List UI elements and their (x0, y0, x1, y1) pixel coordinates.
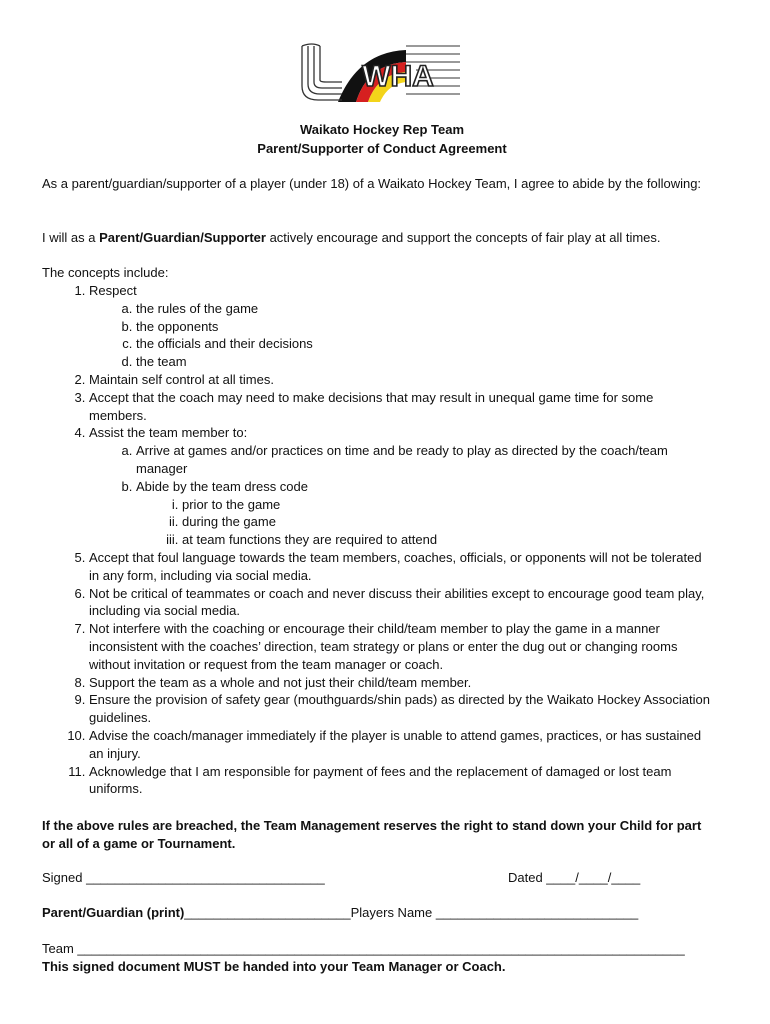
list-item: 6. Not be critical of teammates or coach and never discuss their abilities except to encourage good team play, including via social media. (89, 585, 712, 621)
document-title: Waikato Hockey Rep Team (300, 122, 464, 137)
parent-guardian-field[interactable]: _______________________ (184, 905, 351, 920)
assist-sublist (89, 442, 712, 549)
list-item: b. the opponents (136, 318, 712, 336)
list-item-text: Abide by the team dress code (136, 478, 308, 494)
wha-logo (298, 42, 462, 104)
list-item: 3. Accept that the coach may need to make decisions that may result in unequal game time for some members. (89, 389, 712, 425)
agreement-after: actively encourage and support the concepts of fair play at all times. (265, 230, 661, 245)
team-field[interactable]: Team ____________________________________________________________________________________ (42, 941, 685, 956)
list-item: 2. Maintain self control at all times. (89, 371, 712, 389)
intro-paragraph: As a parent/guardian/supporter of a player (under 18) of a Waikato Hockey Team, I agree to abide by the following: (42, 176, 702, 191)
agreement-bold: Parent/Guardian/Supporter (99, 230, 266, 245)
agreement-before: I will as a (42, 230, 100, 245)
respect-sublist (89, 300, 712, 371)
final-notice: This signed document MUST be handed into your Team Manager or Coach. (42, 959, 506, 974)
agreement-paragraph (42, 229, 712, 247)
list-item: d. the team (136, 353, 712, 371)
list-item: 8. Support the team as a whole and not just their child/team member. (89, 674, 712, 692)
list-item: i. prior to the game (182, 496, 712, 514)
list-item: 10. Advise the coach/manager immediately if the player is unable to attend games, practices, or has sustained an injury. (89, 727, 712, 763)
list-item: 9. Ensure the provision of safety gear (mouthguards/shin pads) as directed by the Waikato Hockey Association guidelines. (89, 691, 712, 727)
concepts-list (42, 282, 712, 798)
list-item (89, 424, 712, 549)
logo-text: WHA (362, 60, 434, 93)
signed-field[interactable]: Signed _________________________________ (42, 870, 325, 885)
list-item: ii. during the game (182, 513, 712, 531)
list-item: 11. Acknowledge that I am responsible for payment of fees and the replacement of damaged or lost team uniforms. (89, 763, 712, 799)
list-item: iii. at team functions they are required to attend (182, 531, 712, 549)
list-item: a. the rules of the game (136, 300, 712, 318)
players-name-field[interactable]: Players Name ____________________________ (350, 905, 639, 920)
list-item (136, 478, 712, 549)
list-item: c. the officials and their decisions (136, 335, 712, 353)
document-subtitle: Parent/Supporter of Conduct Agreement (257, 141, 507, 156)
list-item: 7. Not interfere with the coaching or encourage their child/team member to play the game in a manner inconsistent with the coaches’ direction, team strategy or plans or enter the dug out or changing rooms without invitation or request from the team manager or coach. (89, 620, 712, 673)
breach-notice: If the above rules are breached, the Team Management reserves the right to stand down your Child for part or all of a game or Tournament. (42, 818, 702, 851)
concepts-intro: The concepts include: (42, 265, 169, 280)
parent-guardian-row (42, 905, 712, 920)
dress-code-sublist (136, 496, 712, 549)
list-item: a. Arrive at games and/or practices on time and be ready to play as directed by the coach/team manager (136, 442, 712, 478)
list-item (89, 282, 712, 371)
list-item-text: Assist the team member to: (89, 425, 248, 441)
list-item: 5. Accept that foul language towards the team members, coaches, officials, or opponents will not be tolerated in any form, including via social media. (89, 549, 712, 585)
dated-field[interactable]: Dated ____/____/____ (508, 870, 641, 885)
list-item-text: Respect (89, 283, 137, 298)
parent-guardian-label: Parent/Guardian (print) (42, 905, 185, 920)
